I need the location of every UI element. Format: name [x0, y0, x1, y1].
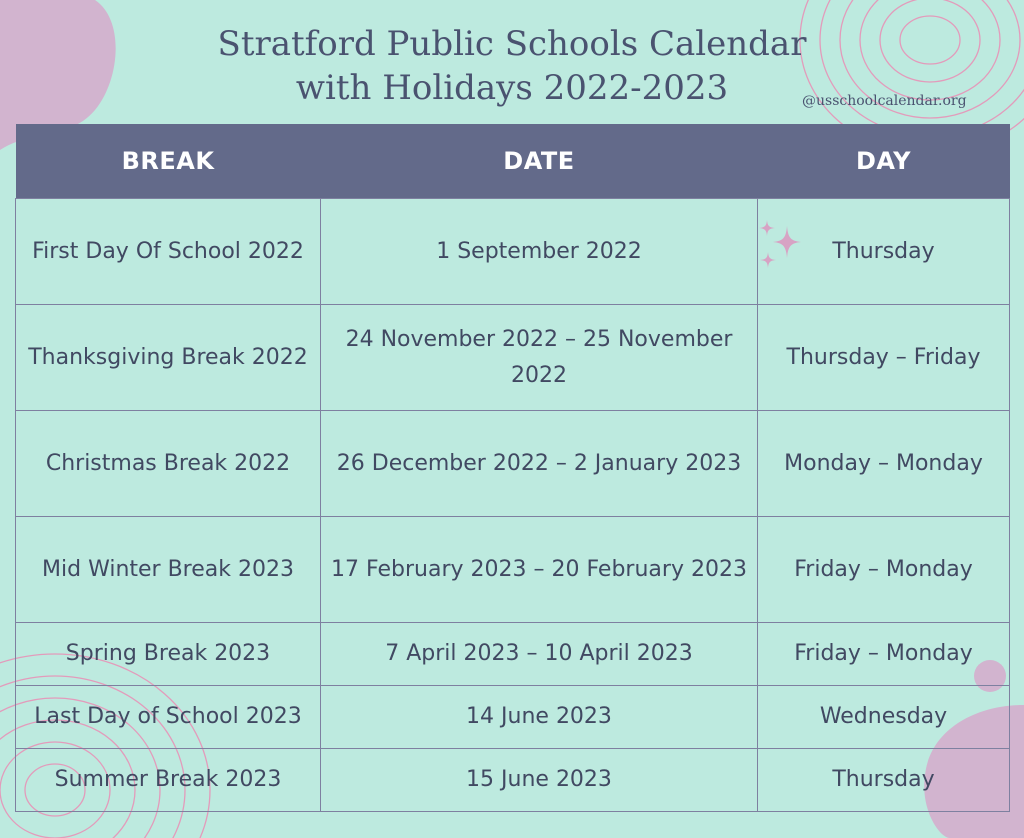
table-row	[16, 749, 1010, 812]
cell-break: Thanksgiving Break 2022	[16, 305, 321, 411]
header-break: BREAK	[16, 124, 321, 199]
cell-break: Christmas Break 2022	[16, 411, 321, 517]
table-row	[16, 623, 1010, 686]
cell-date: 15 June 2023	[321, 749, 758, 812]
table-row	[16, 305, 1010, 411]
table-row	[16, 411, 1010, 517]
title-line-1: Stratford Public Schools Calendar	[217, 24, 807, 64]
cell-day: Wednesday	[758, 686, 1010, 749]
cell-day: Friday – Monday	[758, 623, 1010, 686]
header-date: DATE	[321, 124, 758, 199]
cell-day: Friday – Monday	[758, 517, 1010, 623]
cell-break: Summer Break 2023	[16, 749, 321, 812]
cell-date: 7 April 2023 – 10 April 2023	[321, 623, 758, 686]
sparkle-icon	[757, 218, 805, 274]
title-line-2: with Holidays 2022-2023	[295, 68, 729, 108]
cell-day: Thursday – Friday	[758, 305, 1010, 411]
header-day: DAY	[758, 124, 1010, 199]
cell-day: Thursday	[758, 199, 1010, 305]
cell-date: 14 June 2023	[321, 686, 758, 749]
table-header-row	[16, 124, 1010, 199]
table-row	[16, 199, 1010, 305]
cell-break: Last Day of School 2023	[16, 686, 321, 749]
cell-break: Spring Break 2023	[16, 623, 321, 686]
cell-date: 17 February 2023 – 20 February 2023	[321, 517, 758, 623]
cell-day: Thursday	[758, 749, 1010, 812]
table-row	[16, 686, 1010, 749]
cell-day: Monday – Monday	[758, 411, 1010, 517]
calendar-table	[15, 124, 1010, 812]
cell-break: First Day Of School 2022	[16, 199, 321, 305]
cell-break: Mid Winter Break 2023	[16, 517, 321, 623]
cell-date: 1 September 2022	[321, 199, 758, 305]
watermark: @usschoolcalendar.org	[802, 93, 967, 109]
cell-date: 24 November 2022 – 25 November 2022	[321, 305, 758, 411]
table-row	[16, 517, 1010, 623]
cell-date: 26 December 2022 – 2 January 2023	[321, 411, 758, 517]
